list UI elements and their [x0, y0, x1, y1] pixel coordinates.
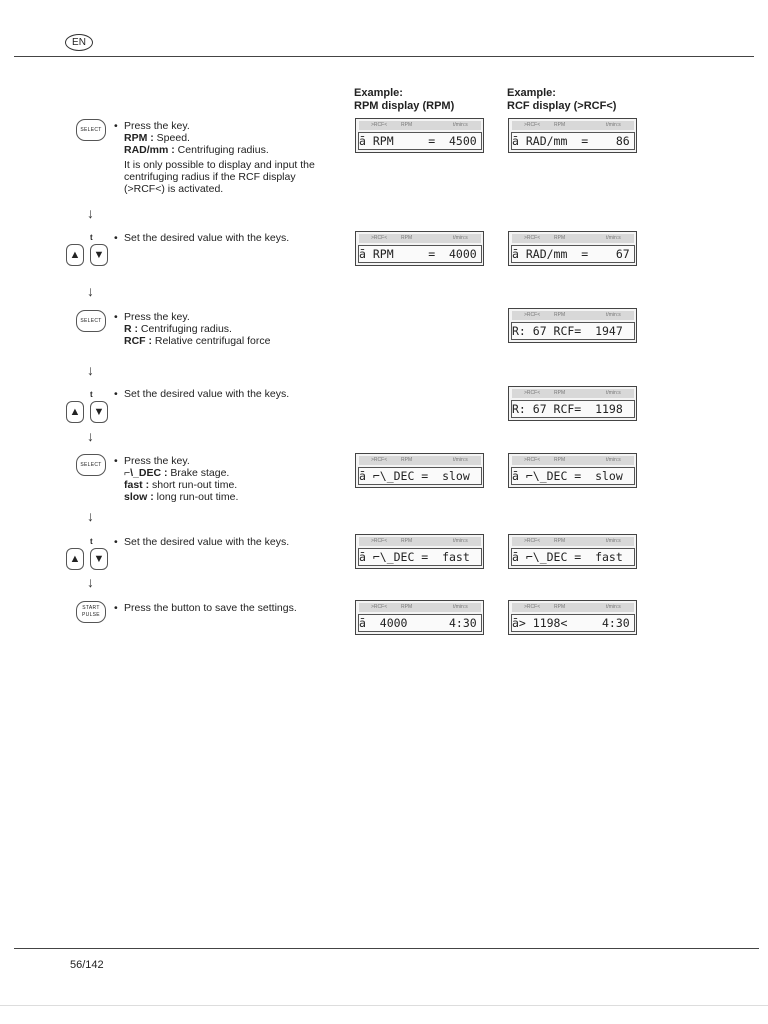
lcd-indicator-bar: >RCF< RPM t/min:s: [512, 537, 634, 546]
down-arrow-icon: ↓: [87, 205, 94, 221]
lcd-step6-rpm: [355, 534, 484, 569]
bullet: •: [114, 232, 118, 244]
step-1-line-2: RPM : Speed.: [124, 132, 190, 144]
step-2-text: [114, 232, 344, 244]
bullet: •: [114, 311, 118, 323]
lcd-indicator-bar: >RCF< RPM t/min:s: [359, 456, 481, 465]
step-3-line-3: RCF : Relative centrifugal force: [124, 335, 271, 347]
lcd-indicator-bar: >RCF< RPM t/min:s: [512, 234, 634, 243]
lcd-step1-rcf: [508, 118, 637, 153]
step-3-line-2: R : Centrifuging radius.: [124, 323, 232, 335]
lcd-text: ā RPM = 4000: [358, 245, 482, 263]
step-6-line-1: Set the desired value with the keys.: [124, 536, 290, 548]
column-header-rcf-line2: RCF display (>RCF<): [507, 100, 617, 112]
pulse-label: PULSE: [82, 612, 100, 618]
column-header-rpm-line2: RPM display (RPM): [354, 100, 455, 112]
bullet: •: [114, 388, 118, 400]
lcd-text: ā ⌐\_DEC = fast: [511, 548, 635, 566]
arrow-keys: [66, 537, 114, 570]
lcd-text: R: 67 RCF= 1947: [511, 322, 635, 340]
bullet: •: [114, 455, 118, 467]
lcd-indicator-bar: >RCF< RPM t/min:s: [512, 389, 634, 398]
lcd-step7-rcf: [508, 600, 637, 635]
lcd-step1-rpm: [355, 118, 484, 153]
step-1-text: [114, 120, 344, 195]
step-3-text: [114, 311, 344, 347]
column-header-rpm-line1: Example:: [354, 87, 403, 99]
lcd-text: ā RPM = 4500: [358, 132, 482, 150]
step-4-line-1: Set the desired value with the keys.: [124, 388, 290, 400]
lcd-step6-rcf: [508, 534, 637, 569]
lcd-indicator-bar: >RCF< RPM t/min:s: [512, 456, 634, 465]
lcd-step5-rcf: [508, 453, 637, 488]
lcd-step5-rpm: [355, 453, 484, 488]
step-4-text: [114, 388, 344, 400]
page-number: 56/142: [70, 959, 104, 971]
t-label: t: [90, 233, 93, 242]
down-key-icon: ▼: [90, 244, 108, 266]
lcd-step2-rpm: [355, 231, 484, 266]
down-arrow-icon: ↓: [87, 428, 94, 444]
select-key-icon: SELECT: [76, 454, 106, 476]
lcd-text: ā ⌐\_DEC = fast: [358, 548, 482, 566]
language-badge: EN: [65, 34, 93, 51]
t-label: t: [90, 390, 93, 399]
step-7-line-1: Press the button to save the settings.: [124, 602, 297, 614]
start-label: START: [82, 605, 100, 611]
lcd-indicator-bar: >RCF< RPM t/min:s: [359, 121, 481, 130]
arrow-keys: [66, 233, 114, 266]
column-header-rcf-line1: Example:: [507, 87, 556, 99]
step-5-line-3: fast : short run-out time.: [124, 479, 238, 491]
down-key-icon: ▼: [90, 401, 108, 423]
lcd-text: ā RAD/mm = 86: [511, 132, 635, 150]
t-label: t: [90, 537, 93, 546]
lcd-indicator-bar: >RCF< RPM t/min:s: [512, 311, 634, 320]
step-1-line-1: Press the key.: [124, 120, 190, 132]
lcd-text: ā RAD/mm = 67: [511, 245, 635, 263]
up-key-icon: ▲: [66, 548, 84, 570]
step-2-line-1: Set the desired value with the keys.: [124, 232, 290, 244]
lcd-indicator-bar: >RCF< RPM t/min:s: [359, 603, 481, 612]
down-key-icon: ▼: [90, 548, 108, 570]
lcd-text: ā> 1198< 4:30: [511, 614, 635, 632]
step-5-line-2: ⌐\_DEC : Brake stage.: [124, 467, 230, 479]
lcd-step4-rcf: [508, 386, 637, 421]
step-5-line-1: Press the key.: [124, 455, 190, 467]
step-1-line-3: RAD/mm : Centrifuging radius.: [124, 144, 269, 156]
select-key-icon: SELECT: [76, 310, 106, 332]
lcd-text: ā 4000 4:30: [358, 614, 482, 632]
top-rule: [14, 56, 754, 57]
lcd-text: ā ⌐\_DEC = slow: [511, 467, 635, 485]
down-arrow-icon: ↓: [87, 283, 94, 299]
up-key-icon: ▲: [66, 401, 84, 423]
down-arrow-icon: ↓: [87, 574, 94, 590]
lcd-indicator-bar: >RCF< RPM t/min:s: [359, 537, 481, 546]
lcd-step3-rcf: [508, 308, 637, 343]
step-3-line-1: Press the key.: [124, 311, 190, 323]
scan-edge-line: [0, 1005, 768, 1006]
step-7-text: [114, 602, 344, 614]
lcd-text: ā ⌐\_DEC = slow: [358, 467, 482, 485]
start-pulse-key-icon: [76, 601, 106, 623]
lcd-text: R: 67 RCF= 1198: [511, 400, 635, 418]
select-key-icon: SELECT: [76, 119, 106, 141]
step-5-line-4: slow : long run-out time.: [124, 491, 239, 503]
step-6-text: [114, 536, 344, 548]
bottom-rule: [14, 948, 759, 949]
bullet: •: [114, 536, 118, 548]
step-5-text: [114, 455, 344, 503]
down-arrow-icon: ↓: [87, 362, 94, 378]
arrow-keys: [66, 390, 114, 423]
lcd-step2-rcf: [508, 231, 637, 266]
lcd-indicator-bar: >RCF< RPM t/min:s: [512, 603, 634, 612]
column-header-rcf: [507, 87, 616, 113]
down-arrow-icon: ↓: [87, 508, 94, 524]
step-1-line-4: It is only possible to display and input the centrifuging radius if the RCF display (>RCF<) is activated.: [124, 159, 315, 195]
bullet: •: [114, 602, 118, 614]
bullet: •: [114, 120, 118, 132]
up-key-icon: ▲: [66, 244, 84, 266]
lcd-step7-rpm: [355, 600, 484, 635]
lcd-indicator-bar: >RCF< RPM t/min:s: [512, 121, 634, 130]
lcd-indicator-bar: >RCF< RPM t/min:s: [359, 234, 481, 243]
column-header-rpm: [354, 87, 454, 113]
